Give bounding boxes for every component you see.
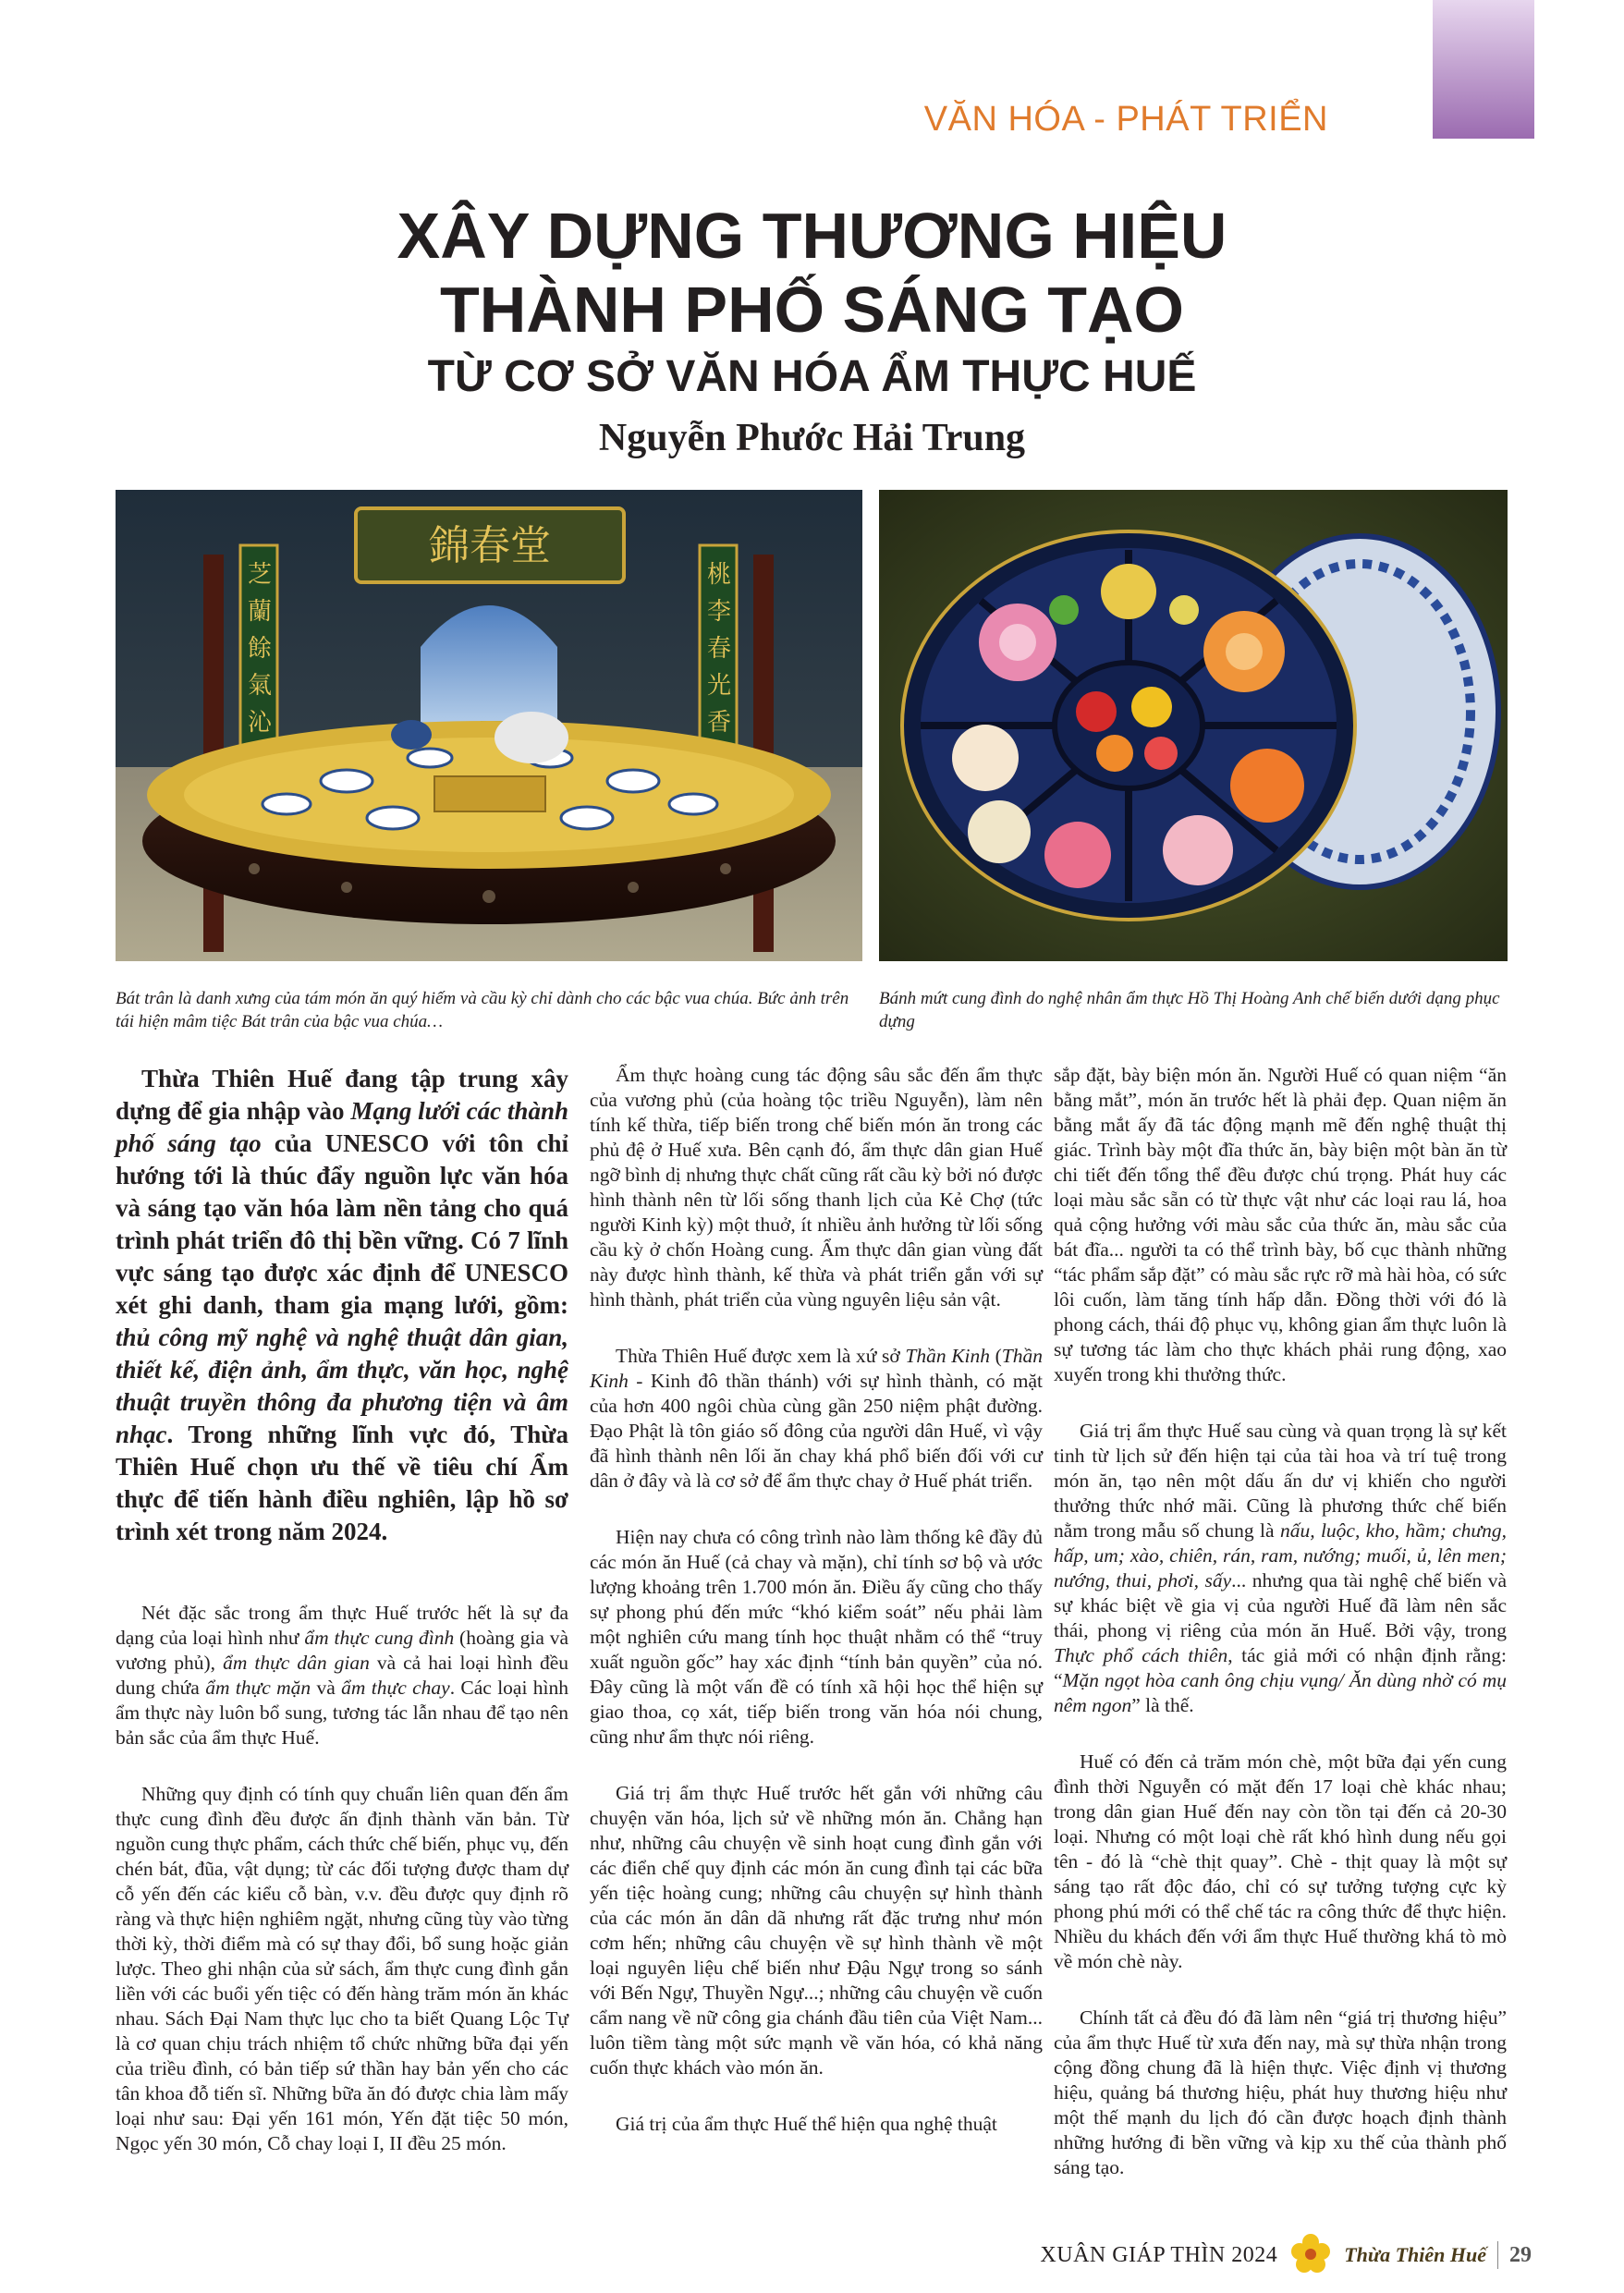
article-column-3 (1054, 1063, 1507, 2212)
body-paragraph: Ẩm thực hoàng cung tác động sâu sắc đến ẩm thực của vương phủ (của hoàng tộc triều Nguyễn), làm nên tính kế thừa, tiếp biến trong chế biến món ăn trong các phủ đệ ở Huế xưa. Bên cạnh đó, ẩm thực dân gian Huế ngỡ bình dị nhưng thực chất cũng rất cầu kỳ bởi nó được hình thành nên từ lối sống thanh lịch của Kẻ Chợ (tức người Kinh kỳ) một thuở, ít nhiều ảnh hưởng từ lối sống cầu kỳ ở chốn Hoàng cung. Ẩm thực dân gian vùng đất này được hình thành, kế thừa và phát triển gắn với sự hình thành, phát triển của vùng nguyên liệu sản vật. (590, 1064, 1043, 1311)
body-paragraph: Giá trị ẩm thực Huế sau cùng và quan trọng là sự kết tinh từ lịch sử đến hiện tại của tài hoa và trí tuệ trong món ăn, tạo nên một dấu ấn dư vị khiến cho người thưởng thức nhớ mãi. Cũng là phương thức chế biến nằm trong mẫu số chung là nấu, luộc, kho, hầm; chưng, hấp, um; xào, chiên, rán, ram, nướng; muối, ủ, lên men; nướng, thui, phơi, sấy... nhưng qua tài nghệ chế biến và sự khác biệt về gia vị của người Huế đã làm nên sắc thái, phong vị riêng của món ăn Huế. Bởi vậy, trong Thực phổ cách thiên, tác giả mới có nhận định rằng: “Mặn ngọt hòa canh ông chịu vụng/ Ăn dùng nhờ có mụ nêm ngon” là thế. (1054, 1420, 1508, 1716)
right-couplet-text: 桃李春光香 (707, 561, 732, 737)
article-column-2 (590, 1063, 1043, 2168)
body-paragraph: Huế có đến cả trăm món chè, một bữa đại yến cung đình thời Nguyễn có mặt đến 17 loại chè khác nhau; trong dân gian Huế đến nay còn tồn tại đến cả 20-30 loại. Nhưng có một loại chè rất khó hình dung nếu gọi tên - đó là “chè thịt quay”. Chè - thịt quay là một sự sáng tạo rất độc đáo, chỉ có sự tưởng tượng cực kỳ phong phú mới có thể chế tác ra công thức để thực hiện. Nhiều du khách đến với ẩm thực Huế thường khá tò mò về món chè này. (1054, 1750, 1507, 1972)
banquet-photo (116, 490, 862, 961)
body-paragraph: Thừa Thiên Huế được xem là xứ sở Thần Kinh (Thần Kinh - Kinh đô thần thánh) với sự hình thành, có mặt của hơn 400 ngôi chùa cùng gần 250 niệm phật đường. Đạo Phật là tôn giáo số đông của người dân Huế, vì vậy đã hình thành nên lối ăn chay khá phổ biến đối với cư dân ở đây và là cơ sở để ẩm thực chay ở Huế phát triển. (590, 1345, 1043, 1492)
article-column-1 (116, 1063, 568, 2188)
corner-color-tab (1433, 0, 1534, 139)
body-paragraph: Nét đặc sắc trong ẩm thực Huế trước hết là sự đa dạng của loại hình như ẩm thực cung đình (hoàng gia và vương phủ), ẩm thực dân gian và cả hai loại hình đều dung chứa ẩm thực mặn và ẩm thực chay. Các loại hình ẩm thực này luôn bổ sung, tương tác lẫn nhau để tạo nên bản sắc của ẩm thực Huế. (116, 1602, 569, 1749)
article-title-line-2: THÀNH PHỐ SÁNG TẠO (440, 274, 1184, 346)
right-photo-caption: Bánh mứt cung đình do nghệ nhân ẩm thực Hồ Thị Hoàng Anh chế biến dưới dạng phục dựng (879, 989, 1500, 1031)
left-couplet-text: 芝蘭餘氣沁 (248, 561, 273, 737)
hall-sign-text: 錦春堂 (429, 522, 551, 569)
page-number: 29 (1509, 2242, 1532, 2267)
magazine-brand: Thừa Thiên Huế (1344, 2243, 1486, 2266)
article-title-line-1: XÂY DỰNG THƯƠNG HIỆU (397, 200, 1227, 272)
body-paragraph: Giá trị của ẩm thực Huế thể hiện qua nghệ thuật (616, 2113, 997, 2135)
left-photo-caption: Bát trân là danh xưng của tám món ăn quý hiếm và cầu kỳ chỉ dành cho các bậc vua chúa. Bức ảnh trên tái hiện mâm tiệc Bát trân của bậc vua chúa… (116, 989, 849, 1031)
footer-divider (1497, 2241, 1498, 2269)
article-subtitle: TỪ CƠ SỞ VĂN HÓA ẨM THỰC HUẾ (427, 352, 1197, 401)
body-paragraph: Chính tất cả đều đó đã làm nên “giá trị thương hiệu” của ẩm thực Huế từ xưa đến nay, mà sự thừa nhận trong cộng đồng chung đã là hiện thực. Việc định vị thương hiệu, quảng bá thương hiệu, phát huy thương hiệu như một thế mạnh du lịch đó cần được hoạch định thành những hướng đi bền vững và kịp xu thế của thành phố sáng tạo. (1054, 2006, 1507, 2178)
apricot-flower-logo-icon (1288, 2231, 1333, 2280)
body-paragraph: Những quy định có tính quy chuẩn liên quan đến ẩm thực cung đình đều được ấn định thành văn bản. Từ nguồn cung thực phẩm, cách thức chế biến, phục vụ, đến chén bát, đũa, vật dụng; từ các đối tượng được tham dự cỗ yến đến các kiểu cỗ bàn, v.v. đều được quy định rõ ràng và thực hiện nghiêm ngặt, nhưng cũng tùy vào từng thời kỳ, thời điểm mà có sự thay đổi, bổ sung hoặc giản lược. Theo ghi nhận của sử sách, ẩm thực cung đình gắn liền với các buổi yến tiệc có đến hàng trăm món ăn khác nhau. Sách Đại Nam thực lục cho ta biết Quang Lộc Tự là cơ quan chịu trách nhiệm tổ chức những bữa đại yến của triều đình, có bản tiếp sứ thần hay bản yến cho các tân khoa đỗ tiến sĩ. Những bữa ăn đó được chia làm mấy loại như sau: Đại yến 161 món, Yến đặt tiệc 50 món, Ngọc yến 30 món, Cỗ chay loại I, II đều 25 món. (116, 1783, 568, 2154)
candied-fruit-box-photo (879, 490, 1508, 961)
body-paragraph: Giá trị ẩm thực Huế trước hết gắn với những câu chuyện văn hóa, lịch sử về những món ăn. Chẳng hạn như, những câu chuyện về sinh hoạt cung đình gắn với các điển chế quy định các món ăn cung đình tại các bữa yến tiệc hoàng cung; những câu chuyện sự hình thành của các món ăn dân dã nhưng rất đặc trưng như món cơm hến; những câu chuyện về sự hình thành về một loại nguyên liệu chế biến như Đậu Ngự trong so sánh với Bến Ngự, Thuyền Ngự...; những câu chuyện về cuốn cẩm nang về nữ công gia chánh đầu tiên của Việt Nam... luôn tiềm tàng một sức mạnh về văn hóa, có khả năng cuốn thực khách vào món ăn. (590, 1782, 1043, 2079)
issue-label: XUÂN GIÁP THÌN 2024 (1040, 2242, 1278, 2267)
lead-paragraph: Thừa Thiên Huế đang tập trung xây dựng để gia nhập vào Mạng lưới các thành phố sáng tạo của UNESCO với tôn chỉ hướng tới là thúc đẩy nguồn lực văn hóa và sáng tạo văn hóa làm nền tảng cho quá trình phát triển đô thị bền vững. Có 7 lĩnh vực sáng tạo được xác định để UNESCO xét ghi danh, tham gia mạng lưới, gồm: thủ công mỹ nghệ và nghệ thuật dân gian, thiết kế, điện ảnh, ẩm thực, văn học, nghệ thuật truyền thông đa phương tiện và âm nhạc. Trong những lĩnh vực đó, Thừa Thiên Huế chọn ưu thế về tiêu chí Ẩm thực để tiến hành điều nghiên, lập hồ sơ trình xét trong năm 2024. (116, 1065, 568, 1545)
page-footer (1040, 2227, 1532, 2283)
section-label: VĂN HÓA - PHÁT TRIỂN (923, 100, 1328, 139)
body-paragraph: Hiện nay chưa có công trình nào làm thống kê đầy đủ các món ăn Huế (cả chay và mặn), chỉ tính sơ bộ và ước lượng khoảng trên 1.700 món ăn. Điều ấy cũng cho thấy sự phong phú đến mức “khó kiểm soát” nếu phải làm một nghiên cứu mang tính học thuật nhằm có thể “truy xuất nguồn gốc” hay xác định “tính bản quyền” của nó. Đây cũng là một vấn đề có tính xã hội học thể hiện sự giao thoa, cọ xát, tiếp biến trong văn hóa nói chung, cũng như ẩm thực nói riêng. (590, 1526, 1043, 1748)
body-paragraph: sắp đặt, bày biện món ăn. Người Huế có quan niệm “ăn bằng mắt”, món ăn trước hết là phải đẹp. Quan niệm ăn bằng mắt ấy đã tác động mạnh mẽ đến nghệ thuật thị giác. Trình bày một đĩa thức ăn, bày biện một bàn ăn từ chi tiết đến tổng thể đều được chú trọng. Phát huy các loại màu sắc sẵn có từ thực vật như các loại rau lá, hoa quả cộng hưởng với màu sắc của thức ăn, màu sắc của bát đĩa... người ta có thể trình bày, bố cục thành những “tác phẩm sắp đặt” có màu sắc rực rỡ mà hài hòa, có sức lôi cuốn, làm tăng tính hấp dẫn. Đồng thời với đó là phong cách, thái độ phục vụ, không gian ẩm thực luôn là sự tương tác làm cho thực khách phải rung động, xao xuyến trong khi thưởng thức. (1054, 1064, 1507, 1385)
author-name: Nguyễn Phước Hải Trung (598, 417, 1026, 459)
